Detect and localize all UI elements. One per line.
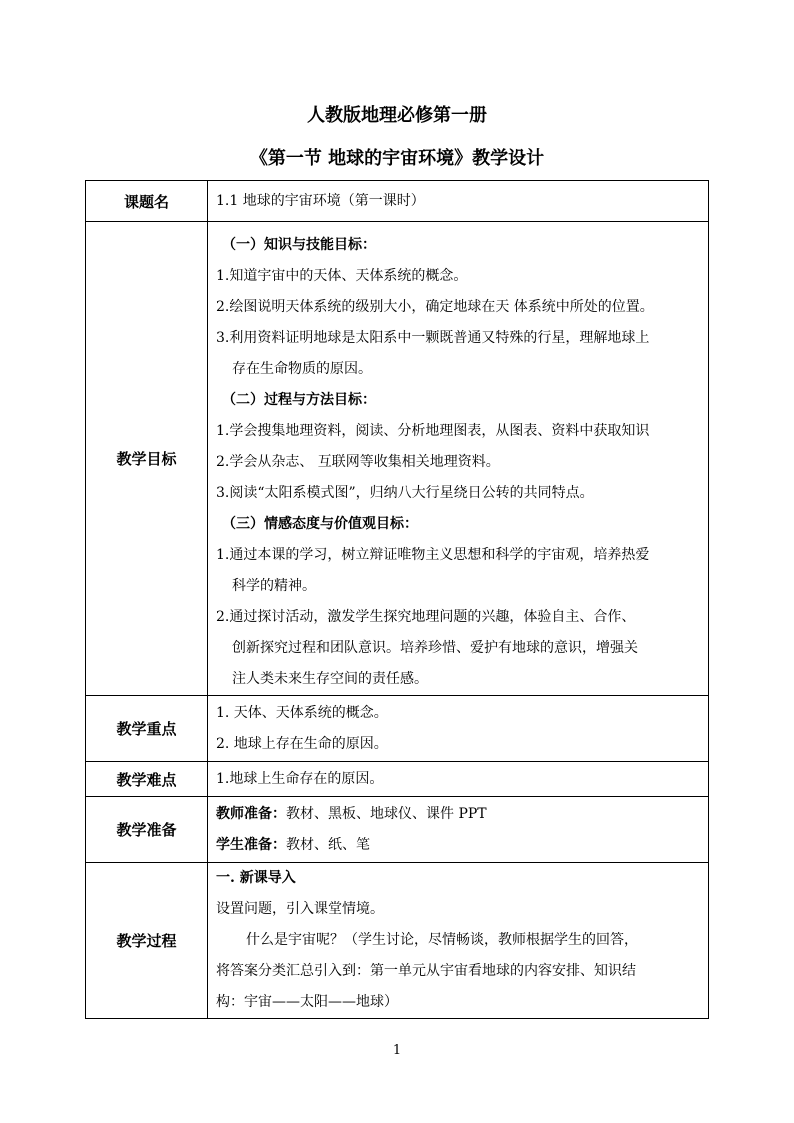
process-line-3: 将答案分类汇总引入到：第一单元从宇宙看地球的内容安排、知识结 (216, 963, 636, 979)
objective-p3: 3.阅读“太阳系模式图”，归纳八大行星绕日公转的共同特点。 (216, 485, 594, 501)
objective-e2-line3: 注人类未来生存空间的责任感。 (232, 671, 428, 687)
document-title: 人教版地理必修第一册 (307, 105, 487, 126)
objective-e1-line2: 科学的精神。 (232, 578, 316, 594)
row-key-points (86, 696, 709, 762)
objectives-heading-process: （二）过程与方法目标： (222, 392, 376, 408)
objective-k2: 2.绘图说明天体系统的级别大小，确定地球在天 体系统中所处的位置。 (216, 299, 654, 315)
objective-e2-line2: 创新探究过程和团队意识。培养珍惜、爱护有地球的意识，增强关 (232, 640, 638, 656)
objective-e2-line1: 2.通过探讨活动，激发学生探究地理问题的兴趣，体验自主、合作、 (216, 609, 636, 625)
teacher-preparation-label: 教师准备： (216, 805, 286, 822)
objective-k3-line2: 存在生命物质的原因。 (232, 361, 372, 377)
process-line-2: 什么是宇宙呢？（学生讨论，尽情畅谈，教师根据学生的回答， (246, 932, 638, 948)
label-key-points: 教学重点 (86, 696, 208, 762)
label-preparation: 教学准备 (86, 797, 208, 863)
row-difficulties (86, 762, 709, 797)
row-objectives (86, 222, 709, 696)
row-process (86, 863, 709, 1019)
teacher-preparation (216, 799, 708, 830)
label-process: 教学过程 (86, 863, 208, 1019)
key-point-1: 1. 天体、天体系统的概念。 (216, 704, 388, 721)
label-difficulties: 教学难点 (86, 762, 208, 797)
process-heading: 一. 新课导入 (216, 870, 296, 886)
objective-p1: 1.学会搜集地理资料，阅读、分析地理图表，从图表、资料中获取知识 (216, 423, 650, 439)
student-preparation (216, 830, 708, 861)
objective-k3-line1: 3.利用资料证明地球是太阳系中一颗既普通又特殊的行星，理解地球上 (216, 330, 650, 346)
row-preparation (86, 797, 709, 863)
lesson-plan-table (85, 180, 709, 1019)
teacher-preparation-value: 教材、黑板、地球仪、课件 PPT (286, 805, 487, 822)
student-preparation-value: 教材、纸、笔 (286, 836, 370, 853)
topic-value: 1.1 地球的宇宙环境（第一课时） (216, 192, 425, 209)
label-topic: 课题名 (86, 181, 208, 222)
row-topic (86, 181, 709, 222)
objective-k1: 1.知道宇宙中的天体、天体系统的概念。 (216, 268, 468, 284)
label-objectives: 教学目标 (86, 222, 208, 696)
objective-p2: 2.学会从杂志、 互联网等收集相关地理资料。 (216, 454, 500, 470)
key-point-2: 2. 地球上存在生命的原因。 (216, 735, 388, 752)
objectives-heading-attitude: （三）情感态度与价值观目标： (222, 516, 418, 532)
difficulty-1: 1.地球上生命存在的原因。 (216, 770, 384, 787)
process-line-1: 设置问题，引入课堂情境。 (216, 901, 384, 917)
objective-e1-line1: 1.通过本课的学习，树立辩证唯物主义思想和科学的宇宙观，培养热爱 (216, 547, 650, 563)
page-number: 1 (392, 1043, 402, 1058)
student-preparation-label: 学生准备： (216, 836, 286, 853)
process-line-4: 构：宇宙——太阳——地球） (216, 994, 398, 1010)
objectives-heading-knowledge: （一）知识与技能目标： (222, 237, 376, 253)
document-subtitle: 《第一节 地球的宇宙环境》教学设计 (249, 148, 545, 169)
